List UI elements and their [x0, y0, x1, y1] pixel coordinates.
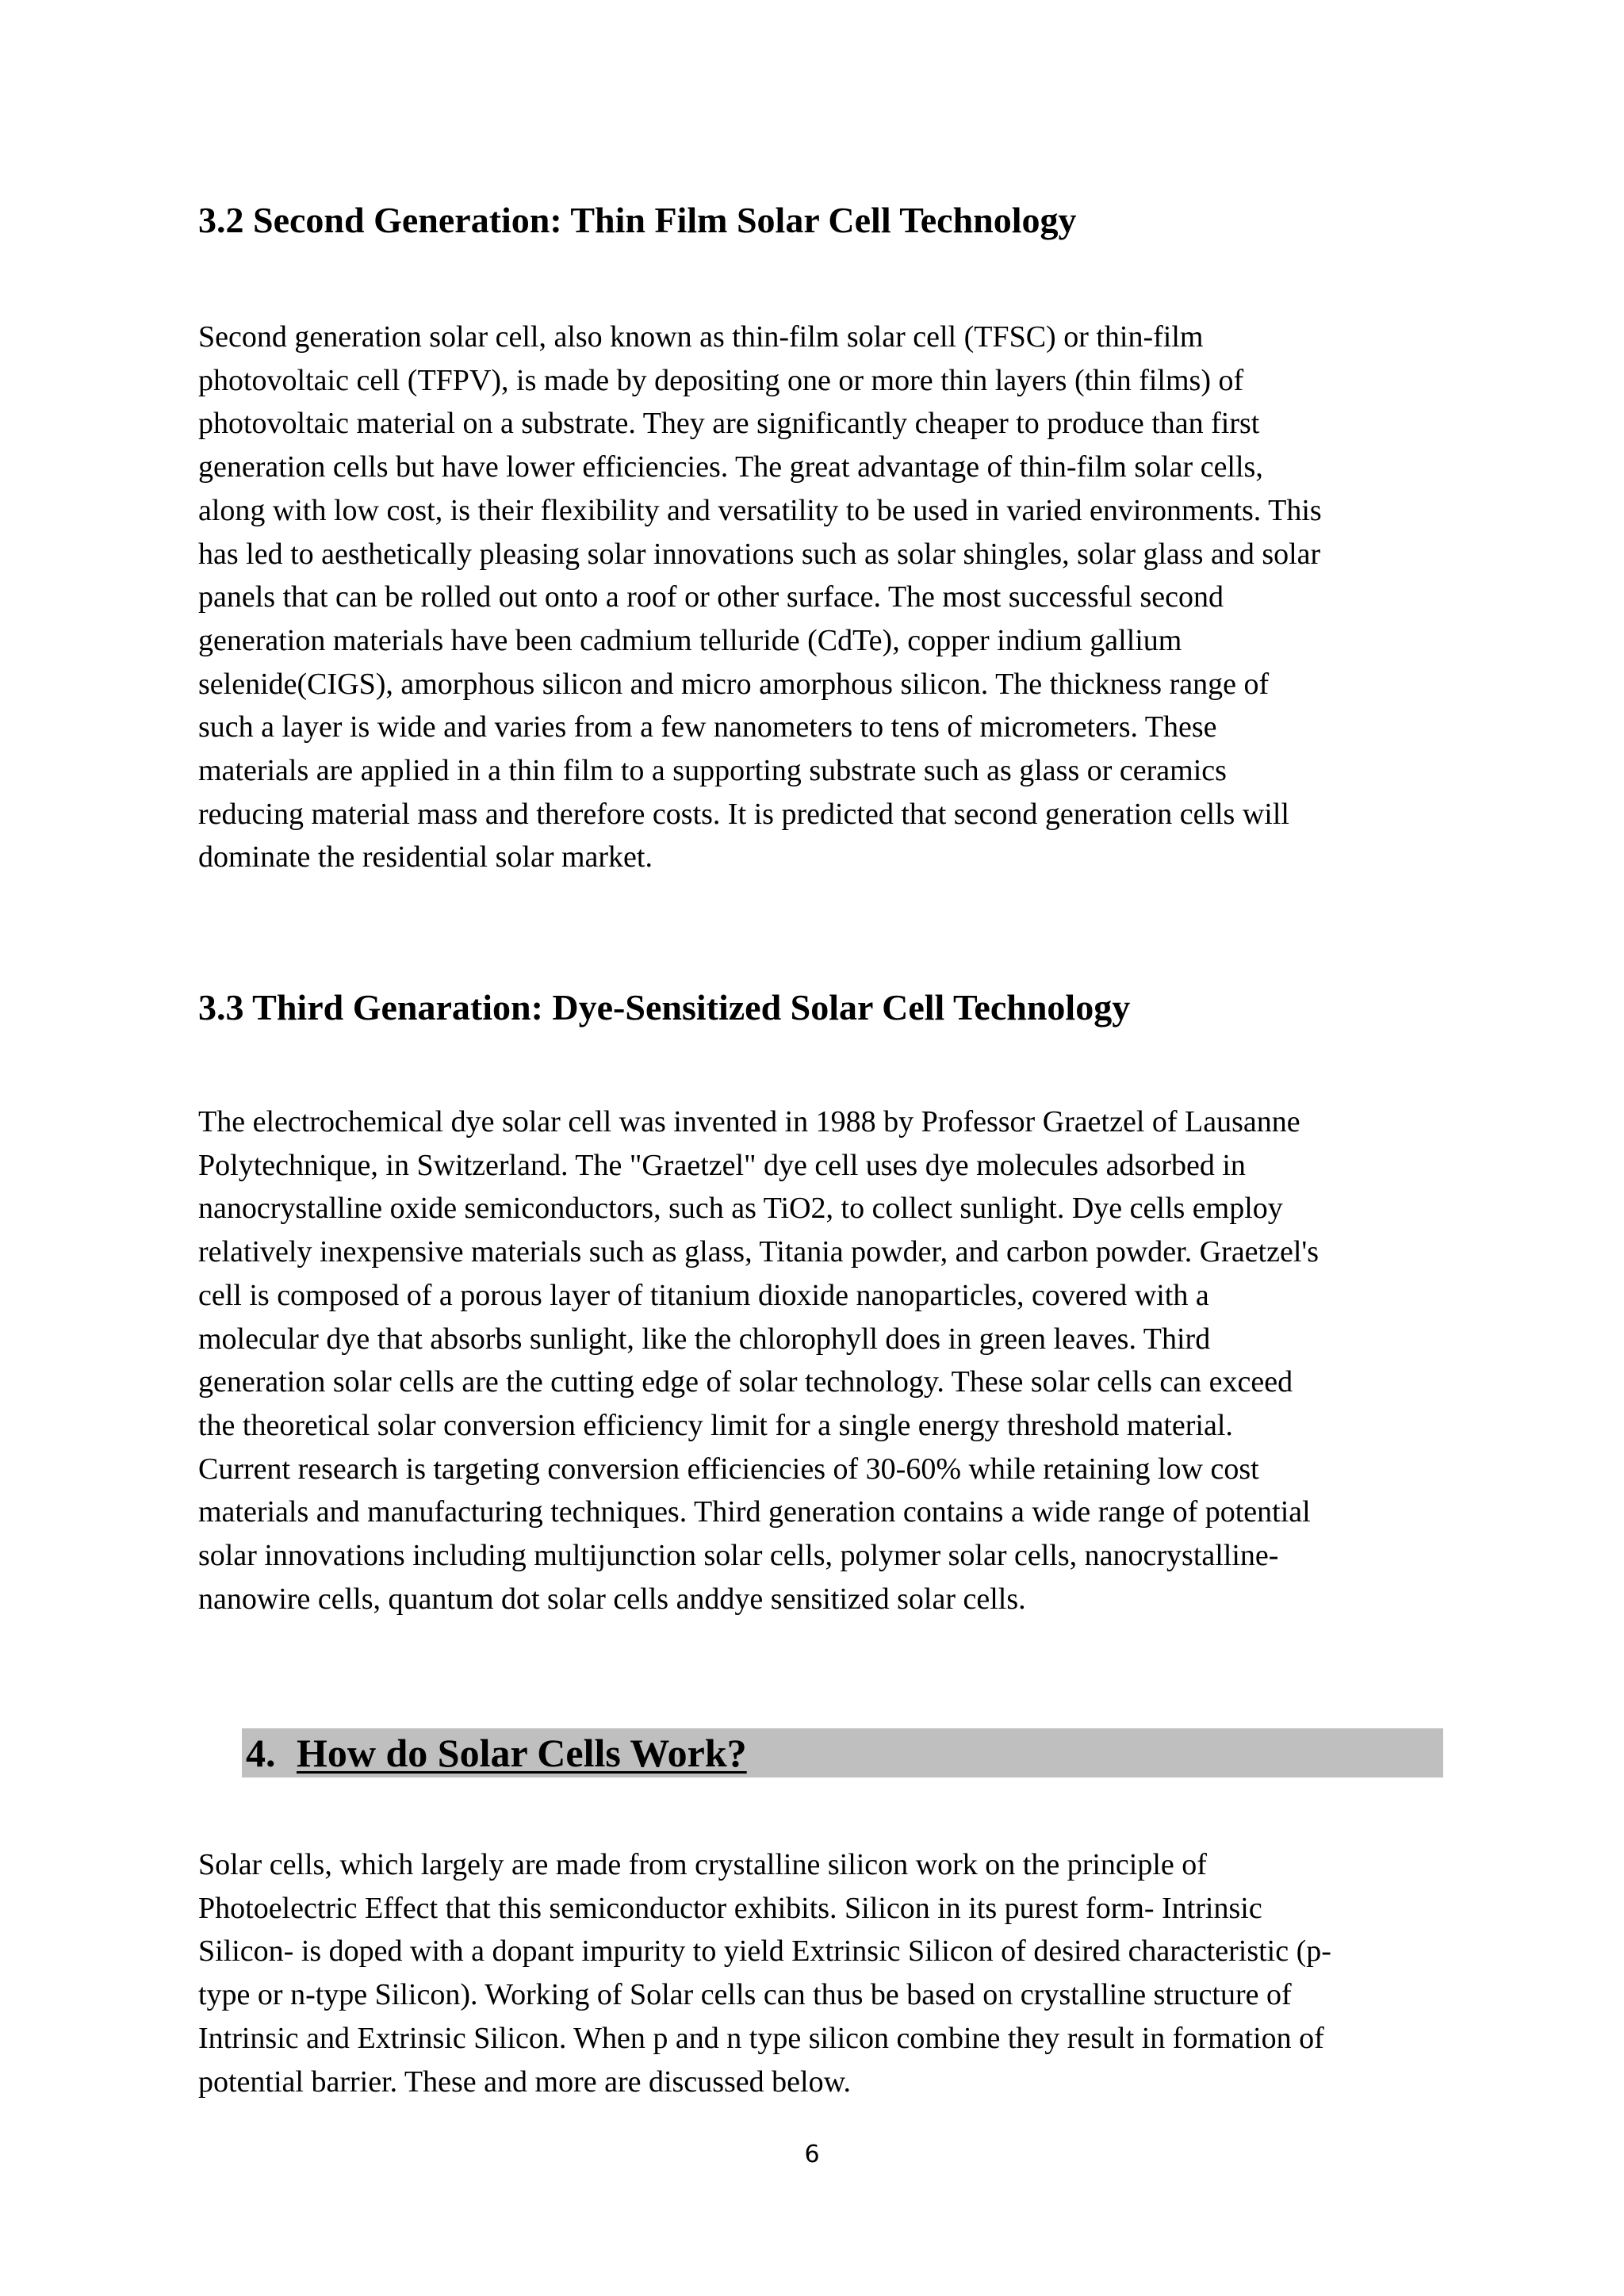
paragraph-line: relatively inexpensive materials such as glass, Titania powder, and carbon powder. Graetzel's [198, 1235, 1320, 1269]
section-3-3-paragraph [198, 1100, 1451, 1621]
paragraph-line: type or n-type Silicon). Working of Solar cells can thus be based on crystalline structure of [198, 1978, 1292, 2012]
paragraph-line: panels that can be rolled out onto a roof or other surface. The most successful second [198, 580, 1224, 614]
section-4-number: 4. [246, 1731, 276, 1775]
paragraph-line: solar innovations including multijunction solar cells, polymer solar cells, nanocrystalline- [198, 1539, 1279, 1573]
paragraph-line: generation materials have been cadmium telluride (CdTe), copper indium gallium [198, 623, 1182, 657]
paragraph-line: Solar cells, which largely are made from crystalline silicon work on the principle of [198, 1848, 1207, 1881]
paragraph-line: Photoelectric Effect that this semiconductor exhibits. Silicon in its purest form- Intrinsic [198, 1891, 1262, 1925]
paragraph-line: has led to aesthetically pleasing solar innovations such as solar shingles, solar glass and solar [198, 537, 1321, 571]
section-3-3-heading: 3.3 Third Genaration: Dye-Sensitized Solar Cell Technology [198, 987, 1131, 1027]
paragraph-line: Current research is targeting conversion efficiencies of 30-60% while retaining low cost [198, 1452, 1259, 1486]
paragraph-line: generation cells but have lower efficiencies. The great advantage of thin-film solar cells, [198, 450, 1263, 484]
paragraph-line: nanocrystalline oxide semiconductors, such as TiO2, to collect sunlight. Dye cells employ [198, 1192, 1283, 1226]
paragraph-line: such a layer is wide and varies from a few nanometers to tens of micrometers. These [198, 710, 1217, 744]
paragraph-line: reducing material mass and therefore costs. It is predicted that second generation cells will [198, 797, 1289, 831]
paragraph-line: materials and manufacturing techniques. Third generation contains a wide range of potential [198, 1495, 1311, 1529]
paragraph-line: nanowire cells, quantum dot solar cells anddye sensitized solar cells. [198, 1582, 1026, 1616]
paragraph-line: dominate the residential solar market. [198, 840, 653, 874]
paragraph-line: along with low cost, is their flexibility and versatility to be used in varied environments. This [198, 493, 1322, 527]
section-4-title: How do Solar Cells Work? [297, 1731, 747, 1775]
paragraph-line: materials are applied in a thin film to a supporting substrate such as glass or ceramics [198, 754, 1227, 788]
paragraph-line: generation solar cells are the cutting edge of solar technology. These solar cells can exceed [198, 1365, 1293, 1399]
paragraph-line: molecular dye that absorbs sunlight, like the chlorophyll does in green leaves. Third [198, 1322, 1211, 1356]
paragraph-line: Silicon- is doped with a dopant impurity to yield Extrinsic Silicon of desired characteristic (p- [198, 1934, 1331, 1969]
paragraph-line: photovoltaic material on a substrate. They are significantly cheaper to produce than first [198, 407, 1260, 441]
section-3-2-heading: 3.2 Second Generation: Thin Film Solar Cell Technology [198, 200, 1077, 240]
page-number: 6 [804, 2141, 820, 2168]
paragraph-line: the theoretical solar conversion efficiency limit for a single energy threshold material. [198, 1408, 1233, 1442]
paragraph-line: photovoltaic cell (TFPV), is made by depositing one or more thin layers (thin films) of [198, 363, 1244, 397]
section-3-2-paragraph [198, 316, 1451, 879]
paragraph-line: Intrinsic and Extrinsic Silicon. When p and n type silicon combine they result in formation of [198, 2021, 1324, 2055]
paragraph-line: Polytechnique, in Switzerland. The "Graetzel" dye cell uses dye molecules adsorbed in [198, 1148, 1246, 1182]
paragraph-line: Second generation solar cell, also known as thin-film solar cell (TFSC) or thin-film [198, 320, 1204, 354]
paragraph-line: potential barrier. These and more are discussed below. [198, 2064, 852, 2099]
section-4-paragraph [198, 1843, 1451, 2103]
paragraph-line: selenide(CIGS), amorphous silicon and micro amorphous silicon. The thickness range of [198, 667, 1270, 701]
paragraph-line: cell is composed of a porous layer of titanium dioxide nanoparticles, covered with a [198, 1278, 1209, 1312]
paragraph-line: The electrochemical dye solar cell was invented in 1988 by Professor Graetzel of Lausanne [198, 1105, 1300, 1138]
